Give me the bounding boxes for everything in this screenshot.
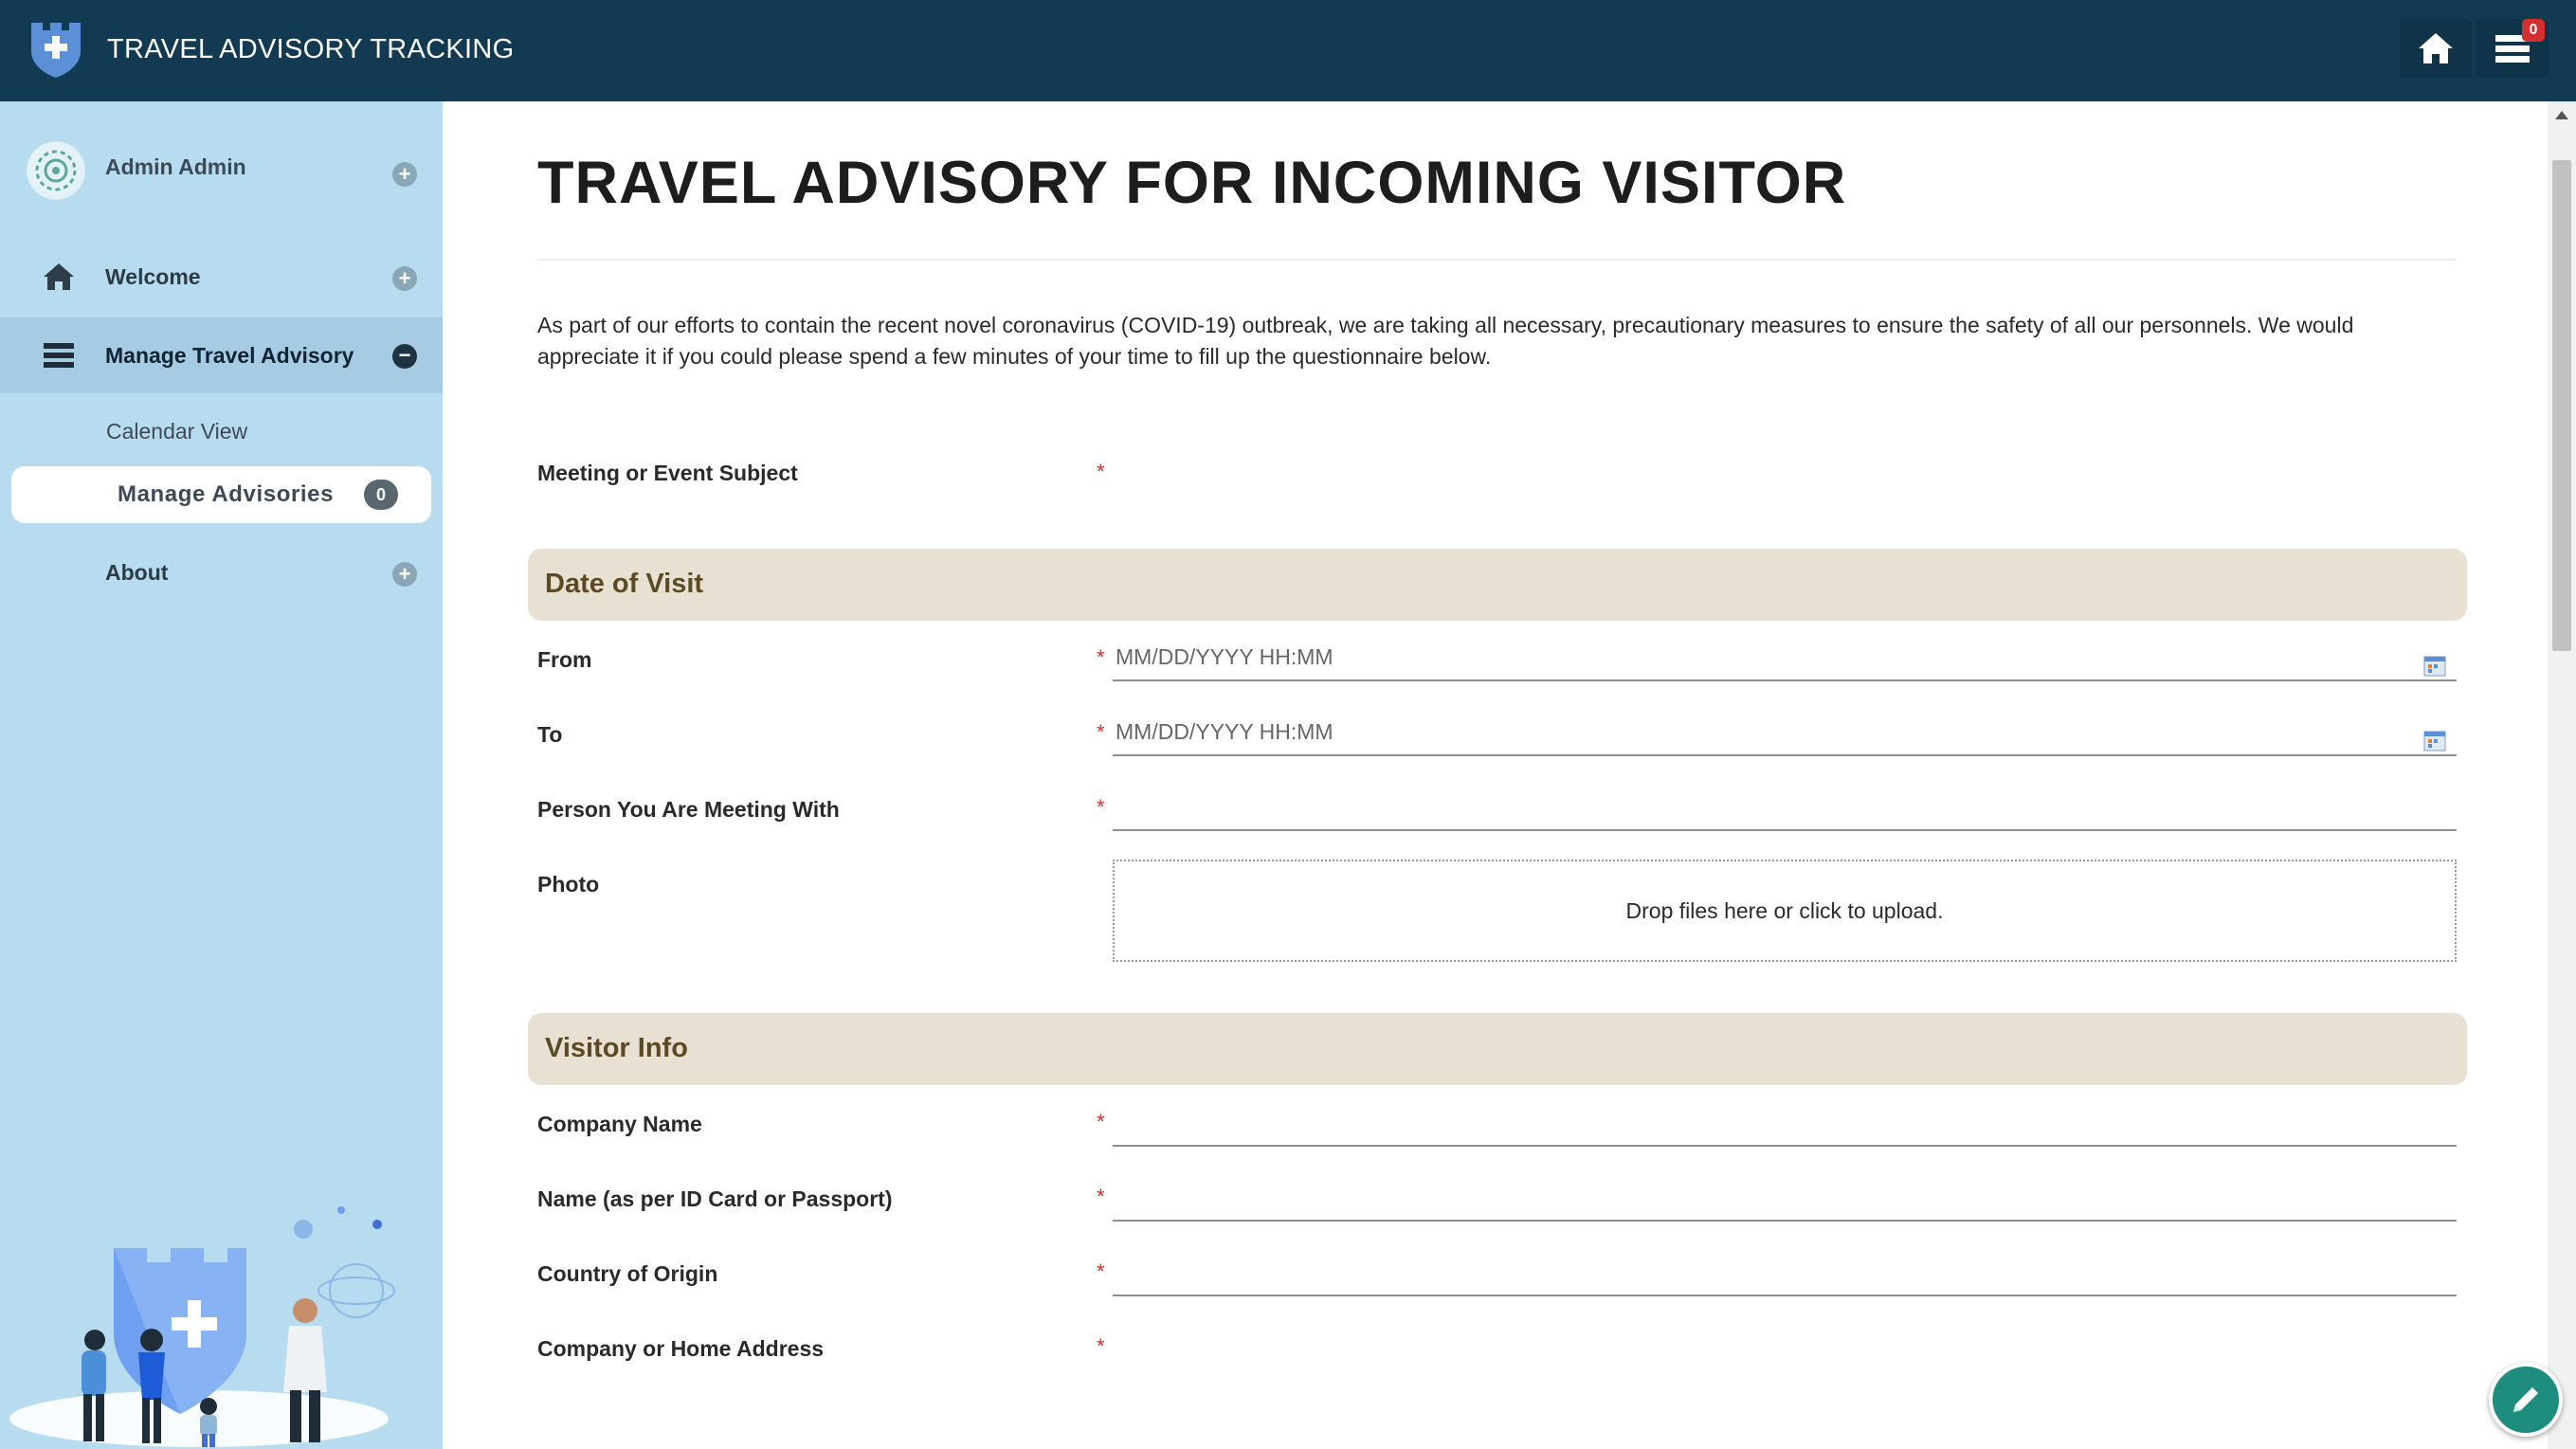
sidebar-subitem-calendar-view[interactable]: Calendar View [106, 419, 248, 444]
required-marker: * [1097, 1185, 1105, 1208]
user-name: Admin Admin [105, 154, 246, 179]
required-marker: * [1097, 1110, 1105, 1133]
shield-logo-icon [26, 19, 86, 80]
sidebar-item-about[interactable] [0, 541, 443, 604]
sidebar-item-welcome[interactable] [0, 239, 443, 315]
main-content [443, 101, 2548, 1449]
expand-user-icon[interactable]: + [392, 162, 417, 187]
section-title: Date of Visit [545, 569, 704, 599]
to-label: To [537, 722, 563, 747]
name-label: Name (as per ID Card or Passport) [537, 1186, 893, 1211]
notification-badge: 0 [2522, 19, 2545, 42]
dropzone-text: Drop files here or click to upload. [1625, 898, 1944, 923]
sidebar-item-label: Manage Travel Advisory [105, 343, 354, 368]
country-label: Country of Origin [537, 1261, 718, 1286]
list-icon [42, 340, 76, 371]
collapse-icon[interactable]: − [392, 344, 417, 369]
to-datetime-input[interactable] [1113, 709, 2457, 756]
name-input[interactable] [1113, 1174, 2457, 1222]
page-title: TRAVEL ADVISORY FOR INCOMING VISITOR [537, 150, 1847, 216]
scrollbar[interactable] [2548, 101, 2576, 1449]
divider [537, 259, 2456, 261]
subject-label: Meeting or Event Subject [537, 461, 798, 485]
sidebar-subitem-label: Manage Advisories [118, 481, 335, 507]
from-datetime-input[interactable] [1113, 634, 2457, 681]
home-button[interactable] [2400, 19, 2472, 78]
expand-about-icon[interactable]: + [392, 562, 417, 587]
photo-label: Photo [537, 872, 600, 897]
pencil-icon [2508, 1382, 2544, 1418]
avatar [27, 141, 85, 200]
edit-floating-button[interactable] [2489, 1363, 2563, 1437]
sidebar-item-manage-travel-advisory[interactable] [0, 317, 443, 393]
required-marker: * [1097, 460, 1105, 483]
company-label: Company Name [537, 1112, 702, 1136]
home-icon [2417, 31, 2455, 65]
calendar-icon[interactable] [2423, 654, 2446, 677]
country-input[interactable] [1113, 1249, 2457, 1296]
section-date-of-visit [528, 549, 2467, 621]
address-label: Company or Home Address [537, 1336, 825, 1361]
sidebar-item-label: About [105, 560, 169, 585]
advisory-count-badge: 0 [364, 480, 398, 510]
sidebar-item-label: Welcome [105, 264, 201, 289]
required-marker: * [1097, 1334, 1105, 1358]
from-label: From [537, 647, 592, 672]
home-icon [42, 262, 76, 292]
intro-text: As part of our efforts to contain the recent novel coronavirus (COVID-19) outbreak, we are taking all necessary, precautionary measures to ensure the safety of all our personnels. We would appreciate it if you could please spend a few minutes of your time to fill up the questionnaire below. [537, 313, 2354, 369]
calendar-icon[interactable] [2423, 729, 2446, 752]
person-label: Person You Are Meeting With [537, 797, 840, 822]
top-bar [0, 0, 2576, 101]
app-title: TRAVEL ADVISORY TRACKING [107, 34, 515, 64]
sidebar [0, 101, 443, 1449]
person-input[interactable] [1113, 784, 2457, 831]
scroll-up-arrow-icon[interactable] [2555, 111, 2568, 119]
section-visitor-info [528, 1013, 2467, 1085]
user-panel[interactable] [0, 141, 443, 217]
advisory-list-button[interactable] [2476, 19, 2549, 78]
travel-family-illustration [0, 1106, 443, 1449]
company-input[interactable] [1113, 1099, 2457, 1147]
expand-welcome-icon[interactable]: + [392, 266, 417, 291]
required-marker: * [1097, 795, 1105, 819]
sidebar-subitem-manage-advisories[interactable] [11, 466, 431, 523]
scroll-thumb[interactable] [2552, 160, 2571, 651]
required-marker: * [1097, 1259, 1105, 1283]
required-marker: * [1097, 645, 1105, 669]
photo-dropzone[interactable] [1113, 860, 2457, 962]
section-title: Visitor Info [545, 1033, 688, 1063]
required-marker: * [1097, 720, 1105, 744]
